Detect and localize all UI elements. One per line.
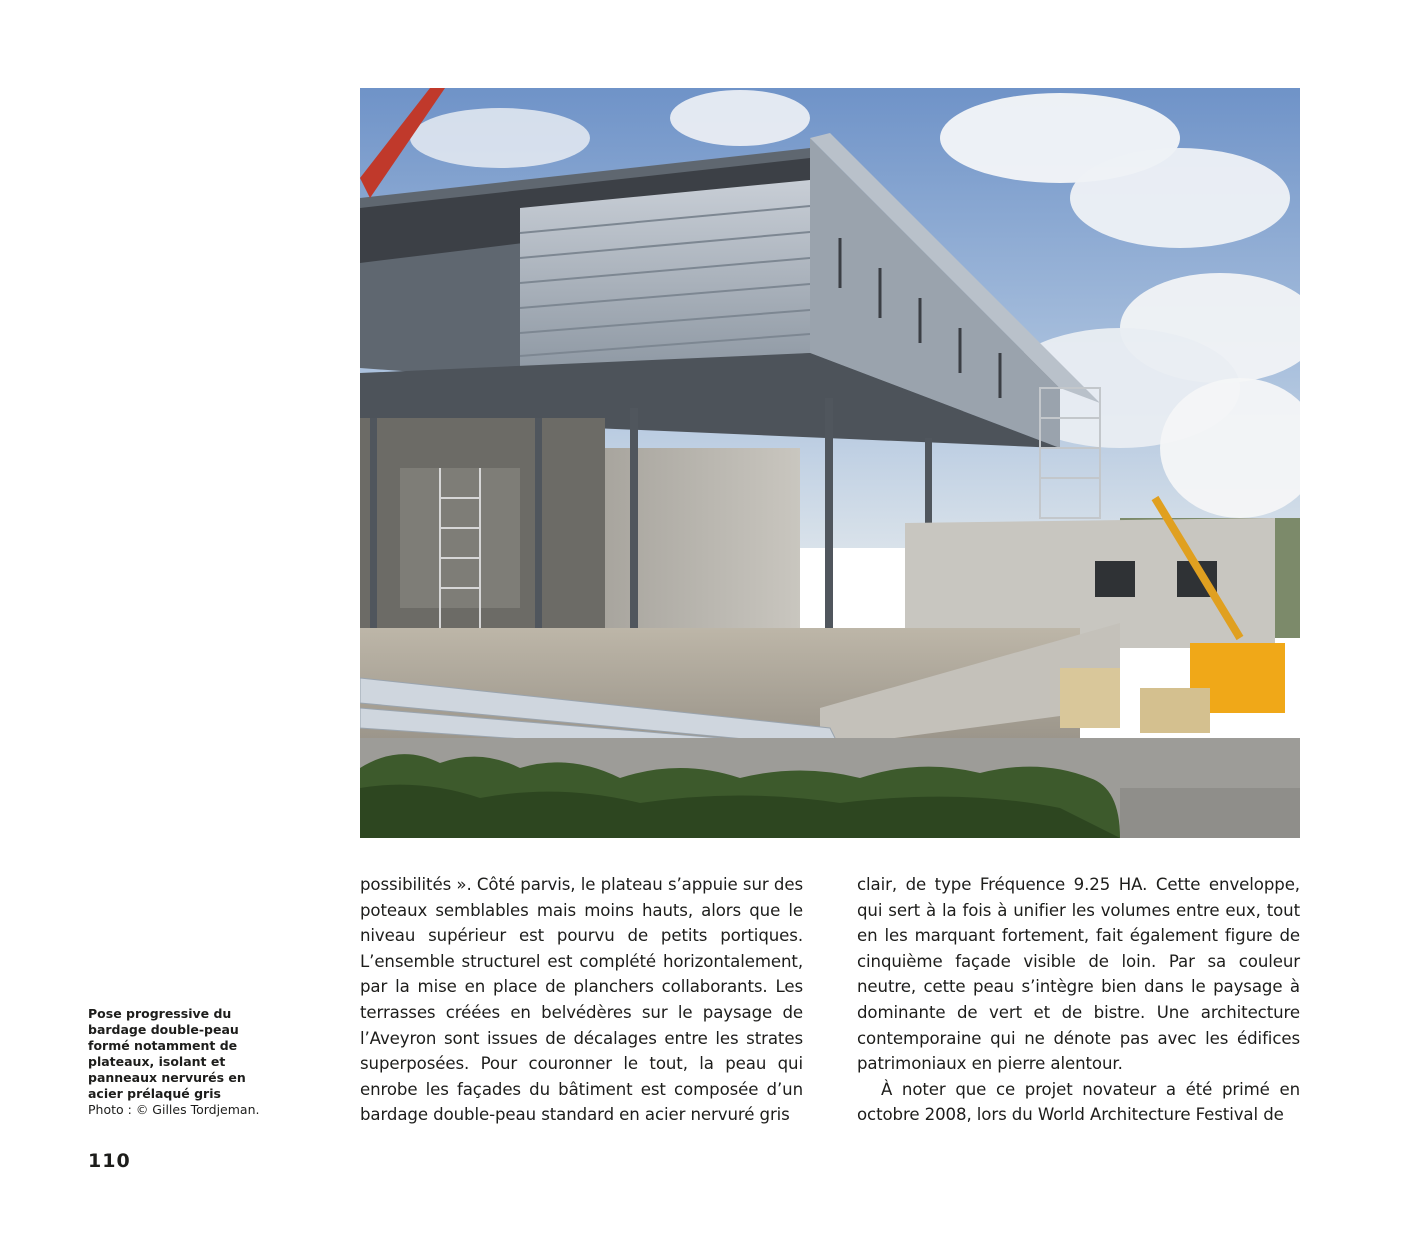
page-number: 110 — [88, 1150, 131, 1172]
photo-caption — [88, 1006, 272, 1118]
photo-credit: Photo : © Gilles Tordjeman. — [88, 1102, 260, 1117]
construction-site-photo — [360, 88, 1300, 838]
text-column-right — [857, 872, 1300, 1128]
text-column-left — [360, 872, 803, 1128]
body-paragraph: clair, de type Fréquence 9.25 HA. Cette enveloppe, qui sert à la fois à unifier les volumes entre eux, tout en les marquant fortement, fait également figure de cinquième façade visible de loin. Par sa couleur neutre, cette peau s’intègre bien dans le paysage à dominante de vert et de bistre. Une architecture contemporaine qui ne dénote pas avec les édifices patrimoniaux en pierre alentour. — [857, 875, 1300, 1074]
caption-description: Pose progressive du bardage double-peau formé notamment de plateaux, isolant et panneaux nervurés en acier prélaqué gris — [88, 1006, 246, 1101]
body-paragraph: À noter que ce projet novateur a été primé en octobre 2008, lors du World Architecture Festival de — [857, 1079, 1300, 1125]
body-paragraph: possibilités ». Côté parvis, le plateau s’appuie sur des poteaux semblables mais moins hauts, alors que le niveau supérieur est pourvu de petits portiques. L’ensemble structurel est complété horizontalement, par la mise en place de planchers collaborants. Les terrasses créées en belvédères sur le paysage de l’Aveyron sont issues de décalages entre les strates superposées. Pour couronner le tout, la peau qui enrobe les façades du bâtiment est composée d’un bardage double-peau standard en acier nervuré gris — [360, 875, 803, 1125]
